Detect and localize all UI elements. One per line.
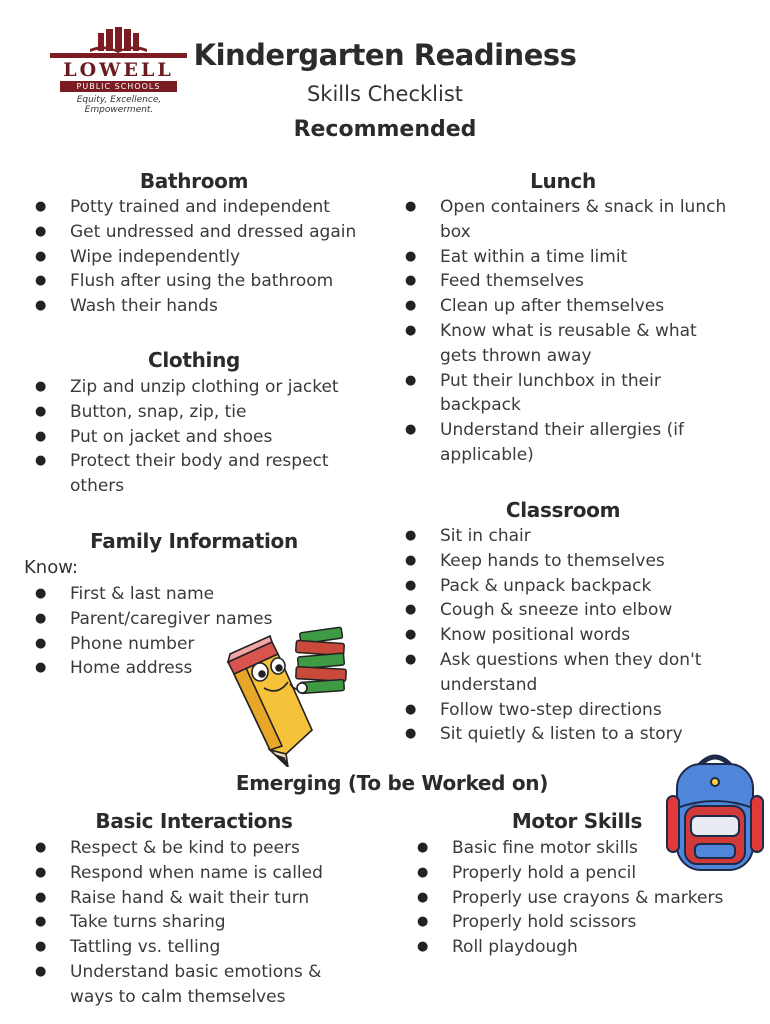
list-item: ● Properly hold a pencil [408,861,738,886]
list-item: ● Zip and unzip clothing or jacket [26,375,356,400]
list-item: ● Tattling vs. telling [26,935,356,960]
list-item: ● Wipe independently [26,245,371,270]
list-item: ● Protect their body and respect others [26,449,356,499]
pencil-books-illustration-icon [226,622,356,767]
bathroom-list [26,195,371,319]
list-item: ● Roll playdough [408,935,738,960]
list-item: ● Properly hold scissors [408,910,738,935]
recommended-heading: Recommended [293,117,477,142]
list-item: ● Understand their allergies (if applicable) [396,418,736,468]
list-item: ● Respect & be kind to peers [26,836,356,861]
list-item: ● Properly use crayons & markers [408,886,738,911]
list-item: ● Flush after using the bathroom [26,269,371,294]
list-item: ● Phone number [26,632,326,657]
page-title: Kindergarten Readiness [193,38,577,72]
interactions-heading: Basic Interactions [95,809,293,833]
classroom-heading: Classroom [505,498,621,522]
list-item: ● Sit quietly & listen to a story [396,722,726,747]
list-item: ● Feed themselves [396,269,736,294]
list-item: ● Parent/caregiver names [26,607,326,632]
motor-list [408,836,738,960]
lunch-list [396,195,736,468]
list-item: ● Sit in chair [396,524,726,549]
clothing-heading: Clothing [147,348,241,372]
list-item: ● Follow two-step directions [396,698,726,723]
list-item: ● Keep hands to themselves [396,549,726,574]
bathroom-heading: Bathroom [139,169,249,193]
logo-name: LOWELL [63,59,174,81]
interactions-list [26,836,356,1010]
list-item: ● Raise hand & wait their turn [26,886,356,911]
list-item: ● Wash their hands [26,294,371,319]
list-item: ● First & last name [26,582,326,607]
list-item: ● Know what is reusable & what gets thrown away [396,319,736,369]
list-item: ● Get undressed and dressed again [26,220,371,245]
emerging-heading: Emerging (To be Worked on) [235,771,549,795]
list-item: ● Know positional words [396,623,726,648]
list-item: ● Pack & unpack backpack [396,574,726,599]
logo-tagline: Equity, Excellence, Empowerment. [76,95,162,115]
list-item: ● Open containers & snack in lunch box [396,195,736,245]
page-subtitle: Skills Checklist [306,82,464,106]
list-item: ● Home address [26,656,326,681]
know-label: Know: [24,557,79,578]
list-item: ● Potty trained and independent [26,195,371,220]
list-item: ● Respond when name is called [26,861,356,886]
list-item: ● Put on jacket and shoes [26,425,356,450]
list-item: ● Button, snap, zip, tie [26,400,356,425]
logo-strip: PUBLIC SCHOOLS [60,81,177,92]
list-item: ● Take turns sharing [26,910,356,935]
motor-heading: Motor Skills [511,809,643,833]
clothing-list [26,375,356,499]
list-item: ● Basic fine motor skills [408,836,738,861]
list-item: ● Ask questions when they don't understand [396,648,726,698]
list-item: ● Understand basic emotions & ways to calm themselves [26,960,356,1010]
lunch-heading: Lunch [530,169,596,193]
list-item: ● Clean up after themselves [396,294,736,319]
family-heading: Family Information [90,529,298,553]
list-item: ● Eat within a time limit [396,245,736,270]
list-item: ● Cough & sneeze into elbow [396,598,726,623]
list-item: ● Put their lunchbox in their backpack [396,369,736,419]
classroom-list [396,524,726,747]
